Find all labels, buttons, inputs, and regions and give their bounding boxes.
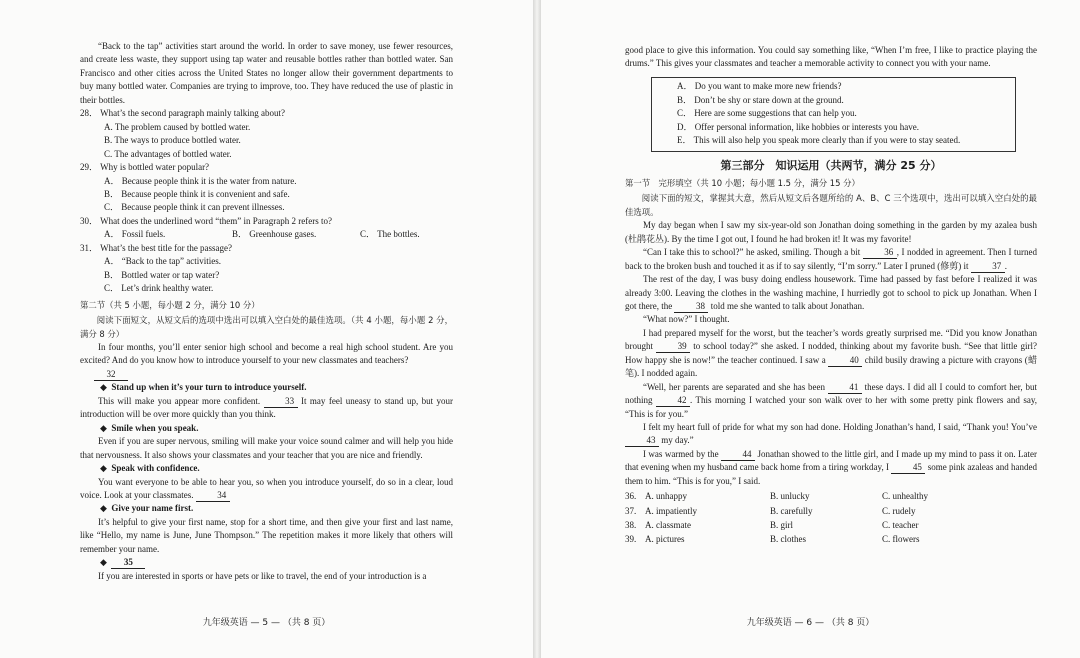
box-option-a: A． Do you want to make more new friends? [677,80,842,91]
option-b: B. unlucky [770,491,810,502]
tip-paragraph-2: Even if you are super nervous, smiling will make your voice sound calmer and will help you hide that nervousness. It also shows your classmates and your teacher that you are nice and friendly. [80,436,453,460]
option-row-38 [625,518,1037,532]
tip-heading-4: ◆ Give your name first. [100,503,194,514]
option-c: C. flowers [882,533,920,544]
tip-heading-2-text: Smile when you speak. [111,422,199,433]
cloze-5-text-a: I had prepared myself for the worst, but the teacher’s words greatly surprised me. “Did you know Jonathan brought [625,327,1037,352]
cloze-3-text-b: told me she wanted to talk about Jonathan. [710,300,865,311]
cloze-6-text-a: “Well, her parents are separated and she has been [643,381,826,392]
option-29a: A． Because people think it is the water from nature. [104,175,297,186]
page-footer-5: 九年级英语 — 5 — （共 8 页） [202,618,331,628]
option-a: A. unhappy [645,491,687,502]
option-28a: A. The problem caused by bottled water. [104,121,251,132]
cloze-options [625,489,1037,546]
option-a: A. classmate [645,519,691,530]
question-30: 30． What does the underlined word “them” in Paragraph 2 refers to? [80,215,333,226]
option-b: B. girl [770,519,794,530]
cloze-paragraph-6 [625,381,1037,421]
option-a: A. impatiently [645,505,697,516]
option-28b: B. The ways to produce bottled water. [104,135,241,146]
section-1-instructions: 阅读下面的短文，掌握其大意，然后从短文后各题所给的 A、B、C 三个选项中，选出可以填入空白处的最佳选项。 [625,193,1037,217]
option-31a: A． “Back to the tap” activities. [104,256,221,267]
blank-36: 36 [863,247,897,259]
question-31: 31． What’s the best title for the passage? [80,242,233,253]
exam-page-6 [541,0,1080,658]
box-option-e: E． This will also help you speak more clearly than if you were to stay seated. [677,135,961,146]
cloze-8-text-a: I was warmed by the [643,448,719,459]
option-row-36 [625,489,1037,503]
blank-33: 33 [264,396,298,408]
question-29: 29． Why is bottled water popular? [80,162,210,173]
option-number: 38. [625,519,637,530]
tip-paragraph-1 [80,395,453,422]
option-b: B. clothes [770,533,806,544]
tip-1-text-a: This will make you appear more confident. [98,395,261,406]
cloze-paragraph-3 [625,273,1037,313]
page-gutter [533,0,541,658]
tip-heading-1-text: Stand up when it’s your turn to introduce yourself. [111,382,307,393]
blank-44: 44 [721,449,755,461]
option-28c: C. The advantages of bottled water. [104,148,232,159]
cloze-2-text-b: , I nodded in agreement. Then I turned back to the broken bush and touched it as if to say silently, “I’m sorry.” Later I pruned (修剪) it [625,247,1038,271]
tip-heading-2: ◆ Smile when you speak. [100,422,199,433]
blank-32-line [80,368,453,381]
option-number: 39. [625,533,637,544]
tip-paragraph-4: It’s helpful to give your first name, stop for a short time, and then give your first and last name, like “Hello, my name is June, June Thompson.” The repetition makes it more likely that others will remember your name. [80,516,453,554]
option-number: 37. [625,505,637,516]
tip-3-text: You want everyone to be able to hear you, so when you introduce yourself, do so in a clear, loud voice. Look at your classmates. [80,476,453,500]
option-30a: A． Fossil fuels. [104,229,166,240]
option-c: C. rudely [882,505,916,516]
tip-heading-5: ◆ 35 [80,556,453,569]
blank-45: 45 [891,462,925,474]
cloze-8-text-b: Jonathan showed to the little girl, and I made up my mind to pass it on. Later that evening when my husband came back home from a tiring workday, I [625,448,1038,473]
cloze-5-text-b: to school today?” she asked. I nodded, thinking about my favorite bush. “See that little girl? How happy she is now!” the teacher continued. I saw a [625,341,1038,365]
blank-39: 39 [656,341,690,353]
cloze-7-text-a: I felt my heart full of pride for what my son had done. Holding Jonathan’s hand, I said, “Thank you! You’ve [643,422,1037,433]
right-column [625,44,1037,546]
cloze-6-text-b: these days. I did all I could to comfort her, but nothing [625,381,1037,406]
box-option-b: B． Don’t be shy or stare down at the ground. [677,94,844,105]
cloze-paragraph-5 [625,327,1037,381]
blank-43: 43 [625,435,659,447]
cloze-3-text-a: The rest of the day, I was busy doing endless housework. Time had passed by fast before I realized it was already 3:00. Leaving the clothes in the washing machine, I hurriedly got to school to pick up Jonathan. When I got there, the [625,274,1037,311]
cloze-paragraph-4: “What now?” I thought. [643,314,730,325]
section-2-instructions: 阅读下面短文，从短文后的选项中选出可以填入空白处的最佳选项。（共 4 小题，每小题 2 分，满分 8 分） [80,315,453,339]
part-3-title: 第三部分 知识运用（共两节，满分 25 分） [720,158,942,172]
blank-34: 34 [196,490,230,502]
tip-paragraph-3 [80,476,453,503]
option-31c: C． Let’s drink healthy water. [104,283,214,294]
cloze-8-text-c: some pink azaleas and handed them to him. “This is for you,” I said. [625,462,1038,486]
left-column [80,40,453,583]
options-box [651,77,1016,152]
cloze-7-text-b: my day.” [661,435,694,446]
blank-38: 38 [674,301,708,313]
option-30b: B． Greenhouse gases. [232,229,317,240]
option-a: A. pictures [645,533,685,544]
tip-heading-4-text: Give your name first. [111,503,194,514]
blank-42: 42 [656,395,690,407]
intro-paragraph: In four months, you’ll enter senior high school and become a real high school student. Are you excited? And do you know how to introduce yourself to your new classmates and teachers? [80,341,453,366]
passage-paragraph: “Back to the tap” activities start around the world. In order to save money, use fewer resources, and create less waste, they support using tap water and reusable bottles rather than bottled water. San Francisco and other cities across the United States no longer allow their government departments to buy many bottled water. Companies are trying to improve, too. They have reduced the use of plastic in their bottles. [80,41,453,105]
tip-heading-1: ◆ Stand up when it’s your turn to introduce yourself. [100,382,307,393]
question-28: 28． What’s the second paragraph mainly talking about? [80,108,286,119]
blank-35: 35 [111,557,145,569]
cloze-paragraph-1: My day began when I saw my six-year-old son Jonathan doing something in the garden by my azalea bush (杜鹃花丛). By the time I got out, I found he had broken it! It was my favorite! [625,220,1037,244]
cloze-6-text-c: . This morning I watched your son walk over to her with some pretty pink flowers and say, “This is for you.” [625,395,1038,419]
option-number: 36. [625,491,637,502]
cloze-paragraph-7 [625,421,1037,448]
cloze-2-text-a: “Can I take this to school?” he asked, smiling. Though a bit [643,247,861,258]
tip-heading-3-text: Speak with confidence. [111,463,200,474]
blank-41: 41 [828,382,862,394]
blank-40: 40 [828,355,862,367]
option-row-37 [625,504,1037,518]
option-29b: B． Because people think it is convenient and safe. [104,188,290,199]
option-29c: C． Because people think it can prevent illnesses. [104,202,285,213]
box-option-c: C． Here are some suggestions that can help you. [677,108,857,119]
section-1-title: 第一节 完形填空（共 10 小题；每小题 1.5 分，满分 15 分） [625,177,860,188]
option-31b: B． Bottled water or tap water? [104,269,220,280]
option-c: C. teacher [882,519,919,530]
blank-32: 32 [94,369,128,381]
option-b: B. carefully [770,505,813,516]
passage-continued: good place to give this information. You could say something like, “When I’m free, I like to practice playing the drums.” This gives your classmates and teacher a memorable activity to connect you with your name. [625,45,1037,69]
cloze-5-text-c: child busily drawing a picture with crayons (蜡笔). I nodded again. [625,354,1038,379]
exam-page-5 [0,0,533,658]
tip-heading-3: ◆ Speak with confidence. [100,463,200,474]
tip-paragraph-5: If you are interested in sports or have pets or like to travel, the end of your introduction is a [98,570,427,581]
option-30c: C． The bottles. [360,229,420,240]
option-row-39 [625,532,1037,546]
tip-1-text-b: It may feel uneasy to stand up, but your introduction will be over more quickly than you think. [80,395,454,420]
page-footer-6: 九年级英语 — 6 — （共 8 页） [746,618,875,628]
blank-37: 37 [971,261,1005,273]
options-30 [80,228,453,241]
cloze-paragraph-2: “Can I take this to school?” he asked, smiling. Though a bit 36 , I nodded in agreement. Then I turned back to the broken bush and touched it as if to say silently, “I’m sorry.” Later I pruned (修剪) it 37 . [625,247,1038,271]
option-c: C. unhealthy [882,491,928,502]
section-2-title: 第二节（共 5 小题，每小题 2 分，满分 10 分） [80,299,260,310]
box-option-d: D． Offer personal information, like hobbies or interests you have. [677,121,920,132]
cloze-paragraph-8 [625,448,1037,488]
